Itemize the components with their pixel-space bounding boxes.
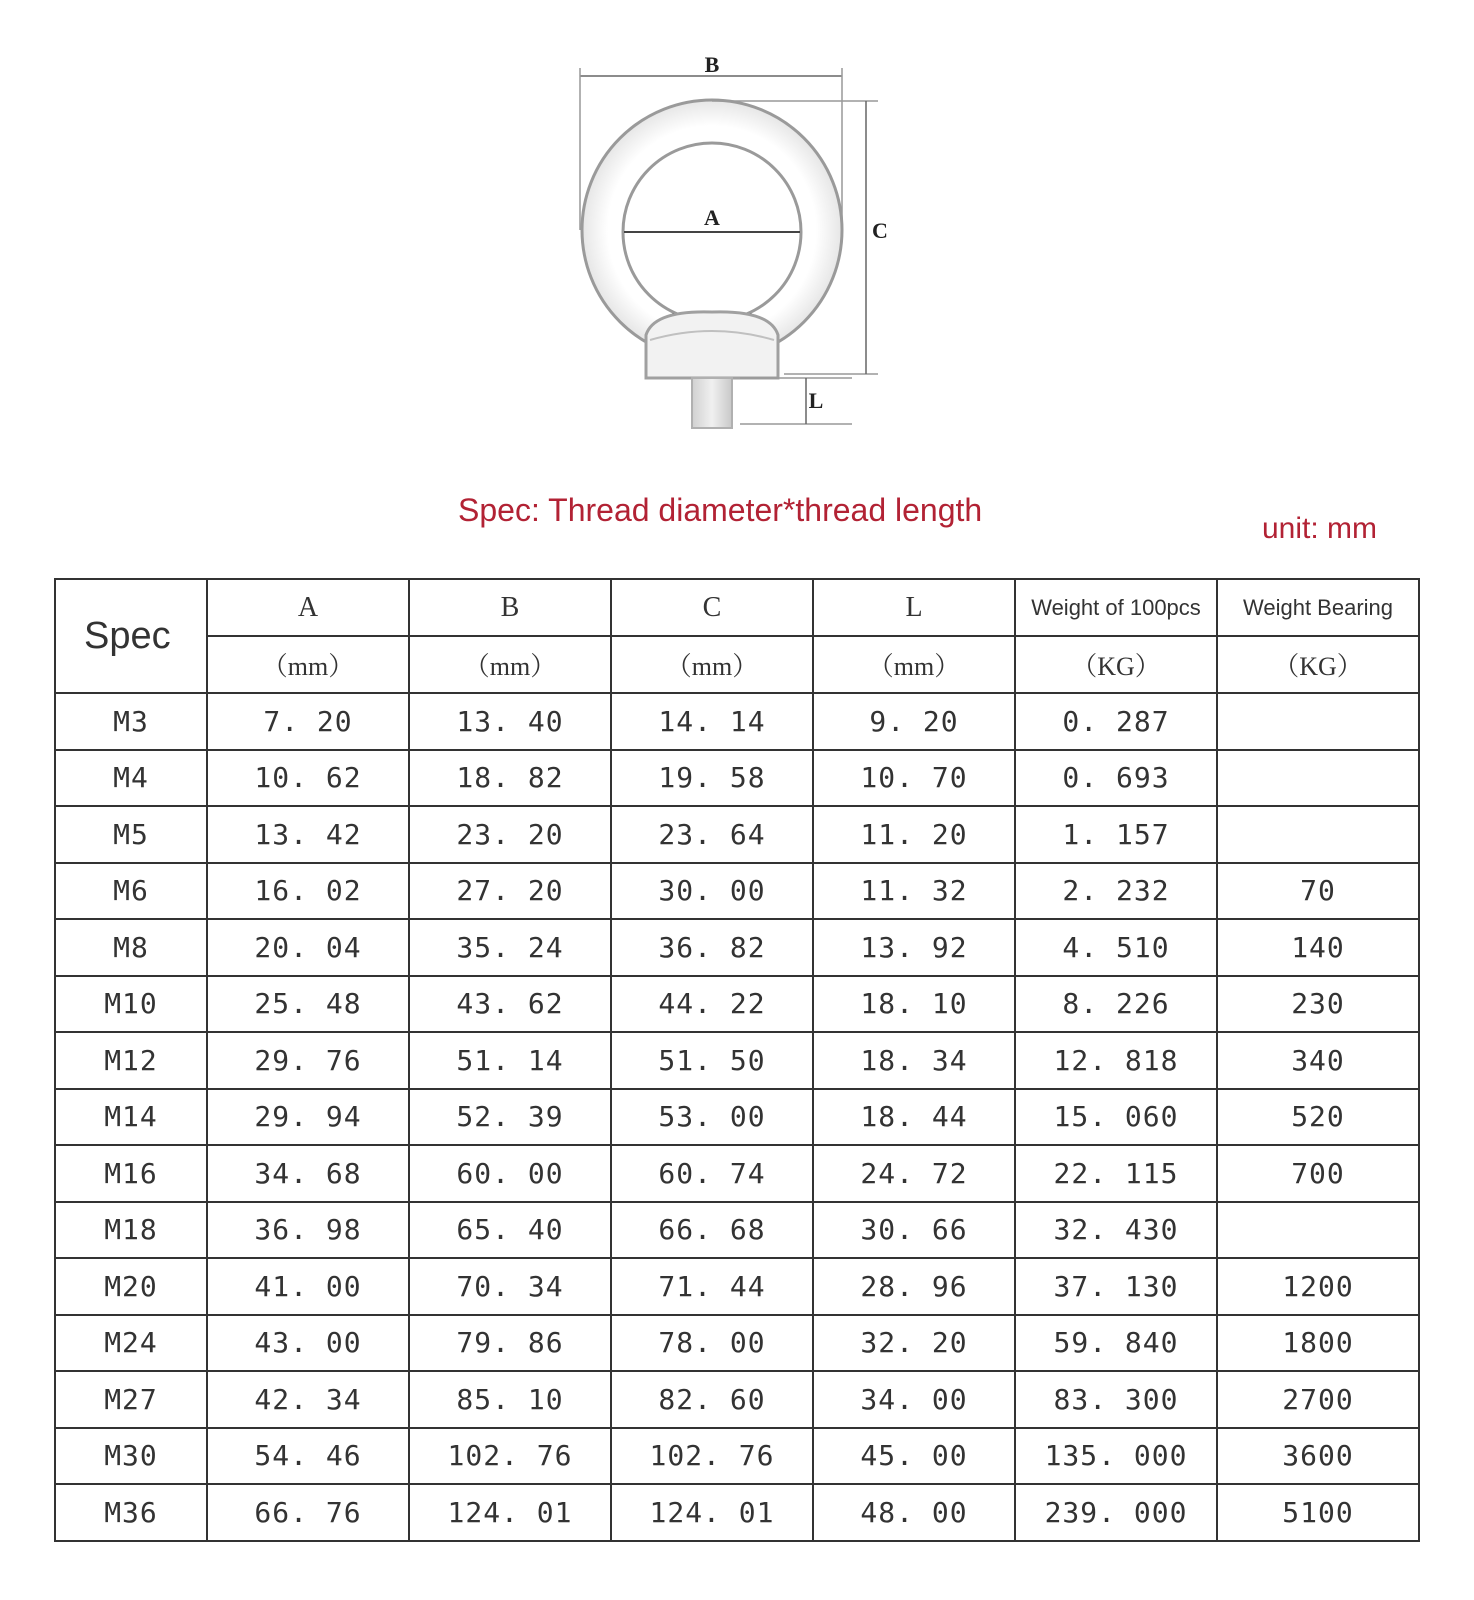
- cell-b: 13. 40: [409, 693, 611, 750]
- cell-c: 30. 00: [611, 863, 813, 920]
- cell-weight-bearing: 520: [1217, 1089, 1419, 1146]
- cell-c: 66. 68: [611, 1202, 813, 1259]
- table-row: [55, 1089, 1419, 1146]
- table-row: [55, 1428, 1419, 1485]
- cell-weight: 12. 818: [1015, 1032, 1217, 1089]
- table-row: [55, 1202, 1419, 1259]
- cell-a: 43. 00: [207, 1315, 409, 1372]
- unit-caption: unit: mm: [1262, 512, 1378, 545]
- cell-a: 34. 68: [207, 1145, 409, 1202]
- table-row: [55, 750, 1419, 807]
- cell-weight-bearing: 340: [1217, 1032, 1419, 1089]
- cell-b: 102. 76: [409, 1428, 611, 1485]
- cell-l: 11. 20: [813, 806, 1015, 863]
- cell-weight: 59. 840: [1015, 1315, 1217, 1372]
- col-header-a: A: [207, 579, 409, 636]
- cell-l: 28. 96: [813, 1258, 1015, 1315]
- header-row-units: [55, 636, 1419, 693]
- table-row: [55, 1145, 1419, 1202]
- cell-spec: M4: [55, 750, 207, 807]
- cell-c: 14. 14: [611, 693, 813, 750]
- cell-spec: M20: [55, 1258, 207, 1315]
- cell-l: 11. 32: [813, 863, 1015, 920]
- cell-a: 20. 04: [207, 919, 409, 976]
- spec-caption: Spec: Thread diameter*thread length: [458, 492, 983, 528]
- cell-l: 24. 72: [813, 1145, 1015, 1202]
- cell-weight-bearing: 140: [1217, 919, 1419, 976]
- cell-b: 70. 34: [409, 1258, 611, 1315]
- cell-b: 51. 14: [409, 1032, 611, 1089]
- cell-weight: 8. 226: [1015, 976, 1217, 1033]
- cell-a: 7. 20: [207, 693, 409, 750]
- table-row: [55, 976, 1419, 1033]
- cell-l: 18. 44: [813, 1089, 1015, 1146]
- cell-b: 85. 10: [409, 1371, 611, 1428]
- cell-l: 48. 00: [813, 1484, 1015, 1541]
- table-row: [55, 1484, 1419, 1541]
- cell-spec: M10: [55, 976, 207, 1033]
- cell-c: 53. 00: [611, 1089, 813, 1146]
- cell-spec: M12: [55, 1032, 207, 1089]
- table-row: [55, 1258, 1419, 1315]
- cell-a: 13. 42: [207, 806, 409, 863]
- cell-weight: 83. 300: [1015, 1371, 1217, 1428]
- cell-spec: M6: [55, 863, 207, 920]
- cell-weight-bearing: 700: [1217, 1145, 1419, 1202]
- cell-l: 9. 20: [813, 693, 1015, 750]
- cell-a: 41. 00: [207, 1258, 409, 1315]
- col-header-c: C: [611, 579, 813, 636]
- cell-c: 36. 82: [611, 919, 813, 976]
- cell-weight: 4. 510: [1015, 919, 1217, 976]
- cell-b: 35. 24: [409, 919, 611, 976]
- col-unit-weight-bearing: （KG）: [1217, 636, 1419, 693]
- cell-c: 23. 64: [611, 806, 813, 863]
- cell-weight: 32. 430: [1015, 1202, 1217, 1259]
- table-body: [55, 693, 1419, 1541]
- cell-spec: M8: [55, 919, 207, 976]
- cell-l: 45. 00: [813, 1428, 1015, 1485]
- cell-spec: M18: [55, 1202, 207, 1259]
- cell-b: 65. 40: [409, 1202, 611, 1259]
- collar: [646, 312, 778, 378]
- col-unit-weight: （KG）: [1015, 636, 1217, 693]
- header-row-names: [55, 579, 1419, 636]
- cell-weight: 0. 693: [1015, 750, 1217, 807]
- cell-weight: 239. 000: [1015, 1484, 1217, 1541]
- table-row: [55, 1371, 1419, 1428]
- cell-l: 13. 92: [813, 919, 1015, 976]
- spec-table: [54, 578, 1420, 1542]
- cell-c: 44. 22: [611, 976, 813, 1033]
- cell-b: 60. 00: [409, 1145, 611, 1202]
- cell-l: 18. 34: [813, 1032, 1015, 1089]
- cell-weight-bearing: [1217, 806, 1419, 863]
- cell-spec: M36: [55, 1484, 207, 1541]
- cell-spec: M27: [55, 1371, 207, 1428]
- table-row: [55, 806, 1419, 863]
- thread-shank: [692, 378, 732, 428]
- cell-a: 54. 46: [207, 1428, 409, 1485]
- label-a: A: [704, 205, 720, 230]
- cell-spec: M3: [55, 693, 207, 750]
- cell-a: 66. 76: [207, 1484, 409, 1541]
- cell-b: 52. 39: [409, 1089, 611, 1146]
- cell-spec: M24: [55, 1315, 207, 1372]
- cell-spec: M14: [55, 1089, 207, 1146]
- cell-weight-bearing: [1217, 1202, 1419, 1259]
- col-unit-l: （mm）: [813, 636, 1015, 693]
- cell-l: 10. 70: [813, 750, 1015, 807]
- eye-bolt-diagram: [0, 0, 1474, 470]
- cell-l: 18. 10: [813, 976, 1015, 1033]
- col-unit-b: （mm）: [409, 636, 611, 693]
- cell-weight: 0. 287: [1015, 693, 1217, 750]
- col-unit-a: （mm）: [207, 636, 409, 693]
- cell-c: 78. 00: [611, 1315, 813, 1372]
- cell-weight-bearing: [1217, 693, 1419, 750]
- cell-weight: 15. 060: [1015, 1089, 1217, 1146]
- cell-b: 79. 86: [409, 1315, 611, 1372]
- table-row: [55, 919, 1419, 976]
- cell-b: 27. 20: [409, 863, 611, 920]
- cell-weight-bearing: 5100: [1217, 1484, 1419, 1541]
- cell-weight: 37. 130: [1015, 1258, 1217, 1315]
- col-unit-c: （mm）: [611, 636, 813, 693]
- table-row: [55, 863, 1419, 920]
- cell-c: 124. 01: [611, 1484, 813, 1541]
- label-b: B: [704, 52, 720, 77]
- cell-l: 34. 00: [813, 1371, 1015, 1428]
- cell-weight-bearing: 3600: [1217, 1428, 1419, 1485]
- cell-a: 36. 98: [207, 1202, 409, 1259]
- cell-a: 16. 02: [207, 863, 409, 920]
- cell-c: 19. 58: [611, 750, 813, 807]
- cell-b: 124. 01: [409, 1484, 611, 1541]
- cell-c: 71. 44: [611, 1258, 813, 1315]
- cell-l: 32. 20: [813, 1315, 1015, 1372]
- spec-header: Spec: [55, 579, 207, 693]
- cell-b: 43. 62: [409, 976, 611, 1033]
- label-c: C: [872, 218, 888, 243]
- cell-b: 18. 82: [409, 750, 611, 807]
- cell-l: 30. 66: [813, 1202, 1015, 1259]
- cell-weight-bearing: 2700: [1217, 1371, 1419, 1428]
- cell-a: 42. 34: [207, 1371, 409, 1428]
- cell-weight: 22. 115: [1015, 1145, 1217, 1202]
- col-header-weight-bearing: Weight Bearing: [1217, 579, 1419, 636]
- cell-weight-bearing: 70: [1217, 863, 1419, 920]
- cell-a: 10. 62: [207, 750, 409, 807]
- cell-spec: M5: [55, 806, 207, 863]
- col-header-weight: Weight of 100pcs: [1015, 579, 1217, 636]
- cell-weight: 2. 232: [1015, 863, 1217, 920]
- cell-c: 51. 50: [611, 1032, 813, 1089]
- cell-spec: M30: [55, 1428, 207, 1485]
- cell-c: 60. 74: [611, 1145, 813, 1202]
- cell-c: 82. 60: [611, 1371, 813, 1428]
- cell-b: 23. 20: [409, 806, 611, 863]
- cell-weight-bearing: 1200: [1217, 1258, 1419, 1315]
- cell-a: 29. 94: [207, 1089, 409, 1146]
- label-l: L: [808, 388, 824, 413]
- cell-c: 102. 76: [611, 1428, 813, 1485]
- cell-weight-bearing: 230: [1217, 976, 1419, 1033]
- table-row: [55, 693, 1419, 750]
- cell-weight-bearing: [1217, 750, 1419, 807]
- cell-weight: 1. 157: [1015, 806, 1217, 863]
- table-row: [55, 1315, 1419, 1372]
- table-row: [55, 1032, 1419, 1089]
- cell-weight: 135. 000: [1015, 1428, 1217, 1485]
- col-header-b: B: [409, 579, 611, 636]
- cell-a: 29. 76: [207, 1032, 409, 1089]
- cell-a: 25. 48: [207, 976, 409, 1033]
- cell-weight-bearing: 1800: [1217, 1315, 1419, 1372]
- cell-spec: M16: [55, 1145, 207, 1202]
- col-header-l: L: [813, 579, 1015, 636]
